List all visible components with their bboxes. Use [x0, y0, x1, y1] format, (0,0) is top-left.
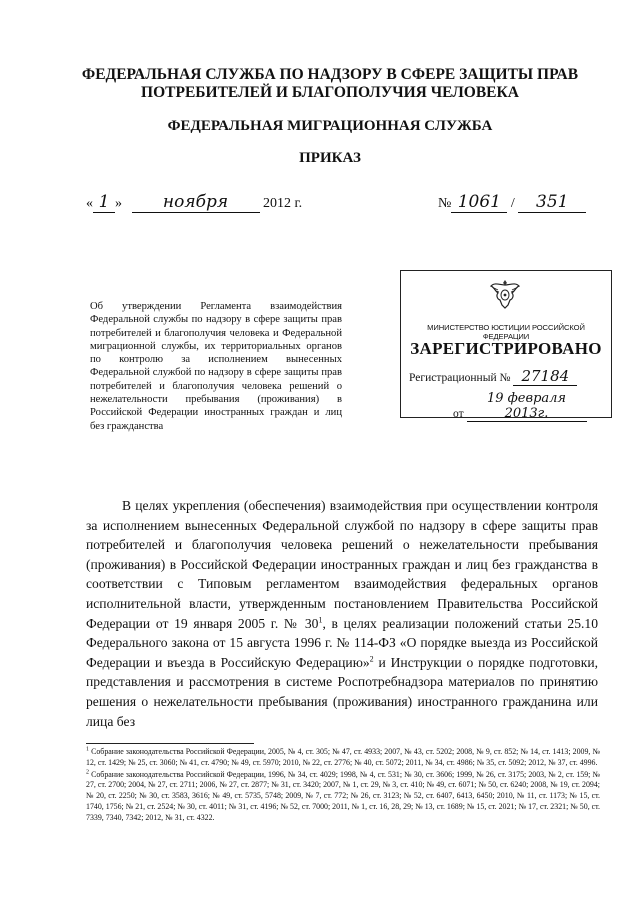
document-type-title: ПРИКАЗ	[299, 150, 361, 166]
order-subject: Об утверждении Регламента взаимодействия Федеральной службы по надзору в сфере защиты прав потребителей и благополучия человека и Федеральной миграционной службы, их территориальных органов по контролю за исполнением вынесенных Федеральной службой по надзору в сфере защиты прав потребителей и благополучия человека решений о нежелательности пребывания (проживания) в Российской Федерации иностранных граждан и лиц без гражданства	[90, 301, 342, 432]
body-text-part3: и Инструкции о порядке подготовки, представления и рассмотрения в системе Роспотребнадзора материалов по принятию решения о нежелательности пребывания (проживания) иностранного гражданина или лица без	[86, 654, 599, 729]
agency-heading-fms: ФЕДЕРАЛЬНАЯ МИГРАЦИОННАЯ СЛУЖБА	[167, 118, 493, 134]
footnote-ref-1: 1	[318, 615, 323, 625]
footnotes	[86, 747, 600, 825]
footnote-1-mark: 1	[86, 746, 89, 753]
stamp-ministry-name: МИНИСТЕРСТВО ЮСТИЦИИ РОССИЙСКОЙ ФЕДЕРАЦИИ	[427, 323, 585, 341]
stamp-reg-number-label: Регистрационный №	[409, 372, 511, 384]
footnote-2-mark: 2	[86, 768, 89, 775]
number-prefix: №	[438, 196, 452, 211]
stamp-date-value: 19 февраля 2013г.	[467, 391, 587, 422]
order-number-fms: 351	[518, 192, 586, 213]
order-number	[438, 192, 586, 213]
number-separator: /	[510, 196, 515, 211]
footnote-2	[86, 770, 600, 824]
body-text-part2: , в целях реализации положений статьи 25.10 Федерального закона от 15 августа 1996 г. № 114-ФЗ «О порядке выезда из Российской Федерации и въезда в Российскую Федерацию»	[86, 615, 598, 670]
coat-of-arms-icon	[489, 277, 521, 311]
date-close-quote: »	[115, 196, 122, 211]
registration-stamp	[400, 270, 612, 421]
stamp-registration-date	[453, 391, 587, 422]
stamp-registered-label: ЗАРЕГИСТРИРОВАНО	[410, 339, 602, 358]
footnote-ref-2: 2	[369, 654, 374, 664]
body-text-part1: В целях укрепления (обеспечения) взаимодействия при осуществлении контроля за исполнением вынесенных Федеральной службой по надзору в сфере защиты прав потребителей и благополучия человека решений о нежелательности пребывания (проживания) в Российской Федерации иностранных граждан и лиц без гражданства в соответствии с Типовым регламентом взаимодействия федеральных органов исполнительной власти, утвержденным постановлением Правительства Российской Федерации от 19 января 2005 г. № 30	[86, 498, 598, 631]
footnote-1	[86, 747, 600, 769]
footnote-2-text: Собрание законодательства Российской Федерации, 1996, № 34, ст. 4029; 1998, № 4, ст. 531; № 30, ст. 3606; 1999, № 26, ст. 3175; 2003, № 2, ст. 159; № 27, ст. 2700; 2004, № 27, ст. 2711; 2006, № 27, ст. 2877; № 31, ст. 3420; 2007, № 1, ст. 29, № 3, ст. 410; № 49, ст. 6071; № 50, ст. 6240; 2008, № 19, ст. 2094; № 20, ст. 2250; № 30, ст. 3583, 3616; № 49, ст. 5735, 5748; 2009, № 7, ст. 772; № 26, ст. 3123; № 52, ст. 6407, 6413, 6450; 2010, № 11, ст. 1173; № 15, ст. 1740, 1756; № 21, ст. 2524; № 30, ст. 4011; № 31, ст. 4196; № 52, ст. 7000; 2011, № 1, ст. 16, 28, 29; № 13, ст. 1689; № 15, ст. 2021; № 17, ст. 2321; № 50, ст. 7339, 7340, 7342; 2012, № 31, ст. 4322.	[86, 769, 600, 822]
footnote-divider	[86, 743, 254, 744]
date-open-quote: «	[86, 196, 93, 211]
order-number-rospotrebnadzor: 1061	[451, 192, 507, 213]
stamp-reg-number-value: 27184	[513, 367, 577, 386]
date-year: 2012 г.	[263, 196, 303, 211]
order-date	[86, 192, 302, 213]
order-body-paragraph	[86, 496, 598, 731]
stamp-date-label: от	[453, 408, 464, 420]
agency-heading-rospotrebnadzor: ФЕДЕРАЛЬНАЯ СЛУЖБА ПО НАДЗОРУ В СФЕРЕ ЗАЩИТЫ ПРАВ ПОТРЕБИТЕЛЕЙ И БЛАГОПОЛУЧИЯ ЧЕЛОВЕКА	[81, 66, 579, 101]
stamp-registration-number	[409, 367, 577, 386]
date-month: ноября	[132, 192, 260, 213]
footnote-1-text: Собрание законодательства Российской Федерации, 2005, № 4, ст. 305; № 47, ст. 4933; 2007, № 43, ст. 5202; 2008, № 9, ст. 852; № 14, ст. 1413; 2009, № 12, ст. 1429; № 25, ст. 3060; № 41, ст. 4790; № 49, ст. 5970; 2010, № 22, ст. 2776; № 40, ст. 5072; 2011, № 34, ст. 4986; № 35, ст. 5092; 2012, № 37, ст. 4996.	[86, 747, 600, 767]
date-day: 1	[93, 192, 115, 213]
